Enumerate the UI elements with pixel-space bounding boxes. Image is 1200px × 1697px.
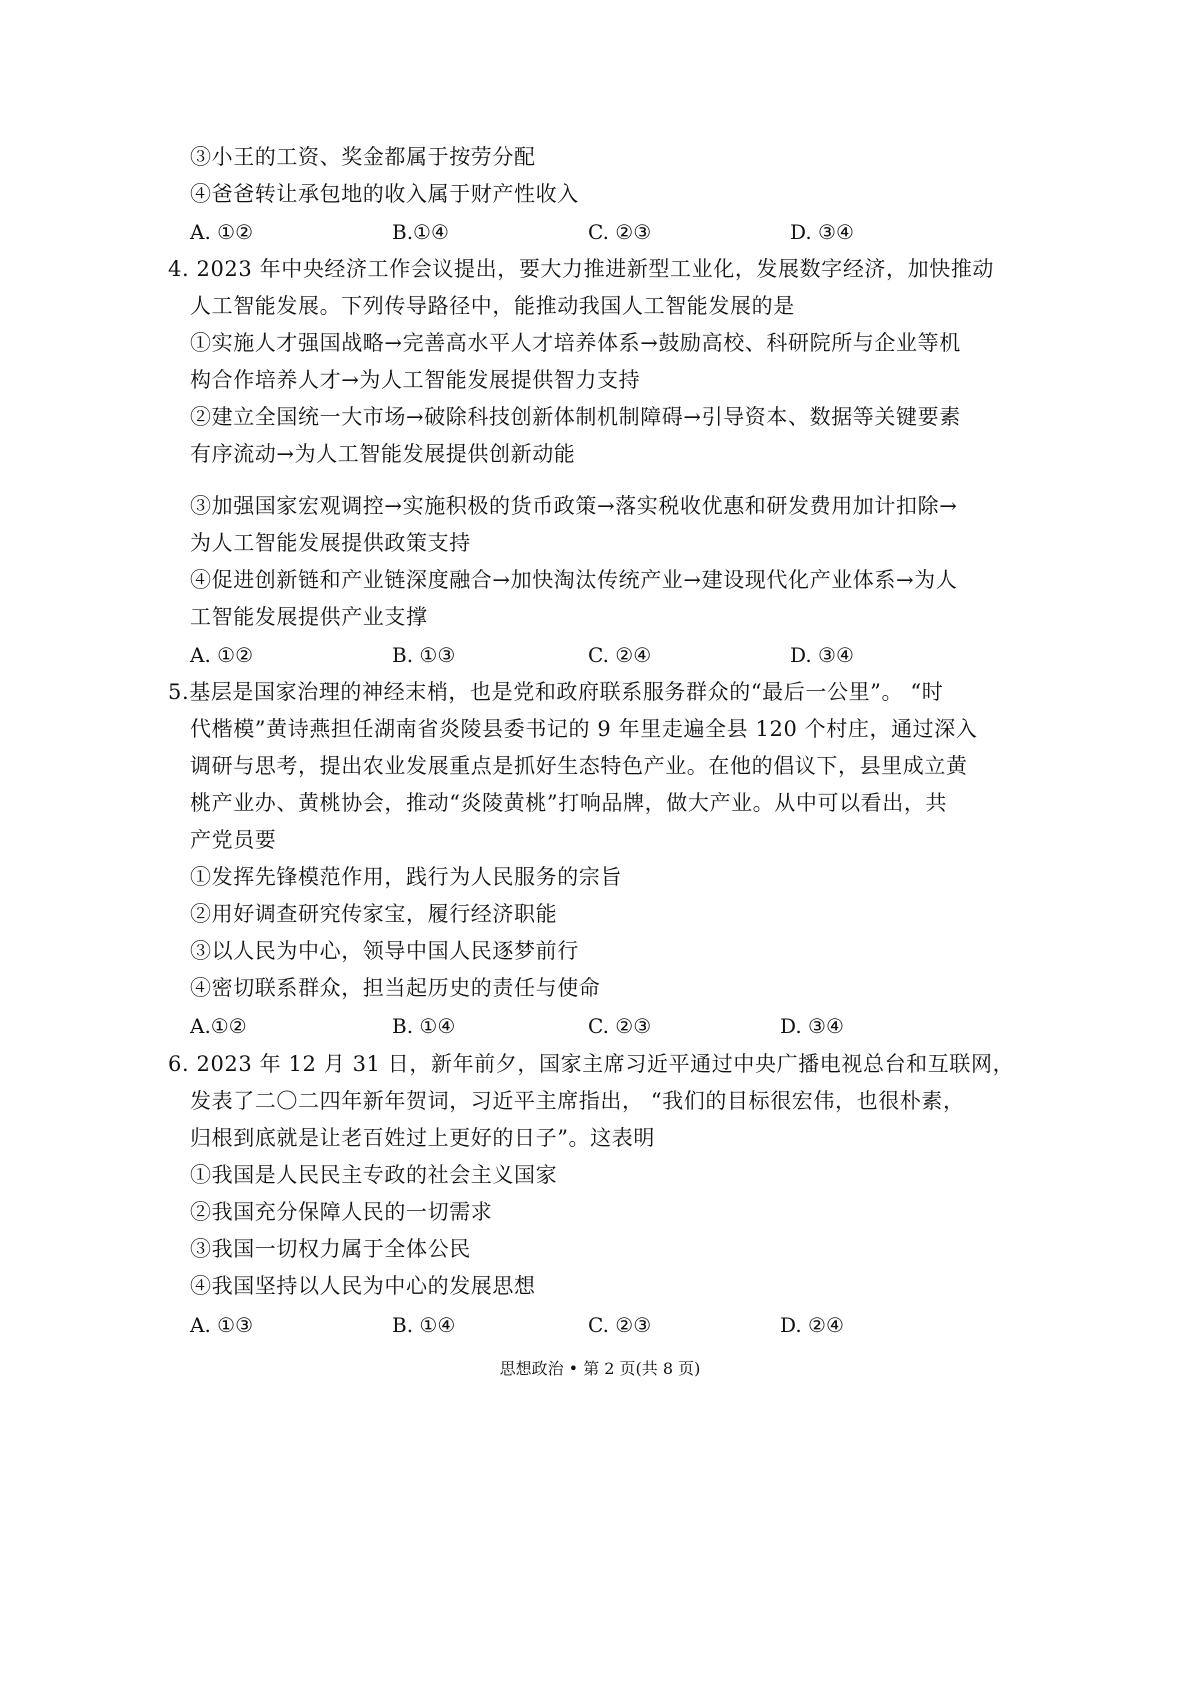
q5-stem-line: 调研与思考，提出农业发展重点是抓好生态特色产业。在他的倡议下，县里成立黄 xyxy=(190,754,968,778)
q4-item-line: 有序流动→为人工智能发展提供创新动能 xyxy=(190,442,576,466)
q3-item-4: ④爸爸转让承包地的收入属于财产性收入 xyxy=(190,182,579,206)
q5-option-b: B. ①④ xyxy=(392,1014,456,1038)
q3-option-d: D. ③④ xyxy=(790,220,854,244)
q4-option-a: A. ①② xyxy=(190,643,254,667)
q3-option-c: C. ②③ xyxy=(588,220,652,244)
q4-stem-line: 人工智能发展。下列传导路径中，能推动我国人工智能发展的是 xyxy=(190,294,795,318)
q4-item-line: ②建立全国统一大市场→破除科技创新体制机制障碍→引导资本、数据等关键要素 xyxy=(190,405,961,429)
page-footer: 思想政治 • 第 2 页(共 8 页) xyxy=(499,1359,701,1378)
q6-option-c: C. ②③ xyxy=(588,1313,652,1337)
q5-stem-line: 5.基层是国家治理的神经末梢，也是党和政府联系服务群众的“最后一公里”。 “时 xyxy=(168,680,944,704)
q6-option-b: B. ①④ xyxy=(392,1313,456,1337)
q6-stem-line: 发表了二〇二四年新年贺词，习近平主席指出， “我们的目标很宏伟，也很朴素， xyxy=(190,1089,965,1113)
q6-option-a: A. ①③ xyxy=(190,1313,254,1337)
q5-item-3: ③以人民为中心，领导中国人民逐梦前行 xyxy=(190,939,579,963)
q5-item-2: ②用好调查研究传家宝，履行经济职能 xyxy=(190,902,558,926)
q4-option-d: D. ③④ xyxy=(790,643,854,667)
q3-option-a: A. ①② xyxy=(190,220,254,244)
q5-stem-line: 桃产业办、黄桃协会，推动“炎陵黄桃”打响品牌，做大产业。从中可以看出，共 xyxy=(190,791,948,815)
q5-stem-line: 产党员要 xyxy=(190,828,277,852)
q6-stem-line: 6. 2023 年 12 月 31 日，新年前夕，国家主席习近平通过中央广播电视总台和互联网， xyxy=(168,1052,1015,1076)
q4-option-b: B. ①③ xyxy=(392,643,456,667)
q4-stem-line: 4. 2023 年中央经济工作会议提出，要大力推进新型工业化，发展数字经济，加快推动 xyxy=(168,257,995,281)
q6-stem-line: 归根到底就是让老百姓过上更好的日子”。这表明 xyxy=(190,1126,655,1150)
q6-item-4: ④我国坚持以人民为中心的发展思想 xyxy=(190,1274,536,1298)
q5-option-a: A.①② xyxy=(190,1014,247,1038)
q4-item-line: 工智能发展提供产业支撑 xyxy=(190,605,428,629)
q6-item-1: ①我国是人民民主专政的社会主义国家 xyxy=(190,1163,558,1187)
q5-item-4: ④密切联系群众，担当起历史的责任与使命 xyxy=(190,976,601,1000)
q6-item-3: ③我国一切权力属于全体公民 xyxy=(190,1237,471,1261)
q4-option-c: C. ②④ xyxy=(588,643,652,667)
q5-option-c: C. ②③ xyxy=(588,1014,652,1038)
q4-item-line: 构合作培养人才→为人工智能发展提供智力支持 xyxy=(190,368,641,392)
q3-option-b: B.①④ xyxy=(392,220,449,244)
q5-stem-line: 代楷模”黄诗燕担任湖南省炎陵县委书记的 9 年里走遍全县 120 个村庄，通过深入 xyxy=(190,717,978,741)
q4-item-line: ①实施人才强国战略→完善高水平人才培养体系→鼓励高校、科研院所与企业等机 xyxy=(190,331,961,355)
q6-item-2: ②我国充分保障人民的一切需求 xyxy=(190,1200,493,1224)
q5-option-d: D. ③④ xyxy=(780,1014,844,1038)
q6-option-d: D. ②④ xyxy=(780,1313,844,1337)
q3-item-3: ③小王的工资、奖金都属于按劳分配 xyxy=(190,145,536,169)
q4-item-line: 为人工智能发展提供政策支持 xyxy=(190,531,471,555)
q5-item-1: ①发挥先锋模范作用，践行为人民服务的宗旨 xyxy=(190,865,622,889)
q4-item-line: ④促进创新链和产业链深度融合→加快淘汰传统产业→建设现代化产业体系→为人 xyxy=(190,568,958,592)
q4-item-line: ③加强国家宏观调控→实施积极的货币政策→落实税收优惠和研发费用加计扣除→ xyxy=(190,494,958,518)
